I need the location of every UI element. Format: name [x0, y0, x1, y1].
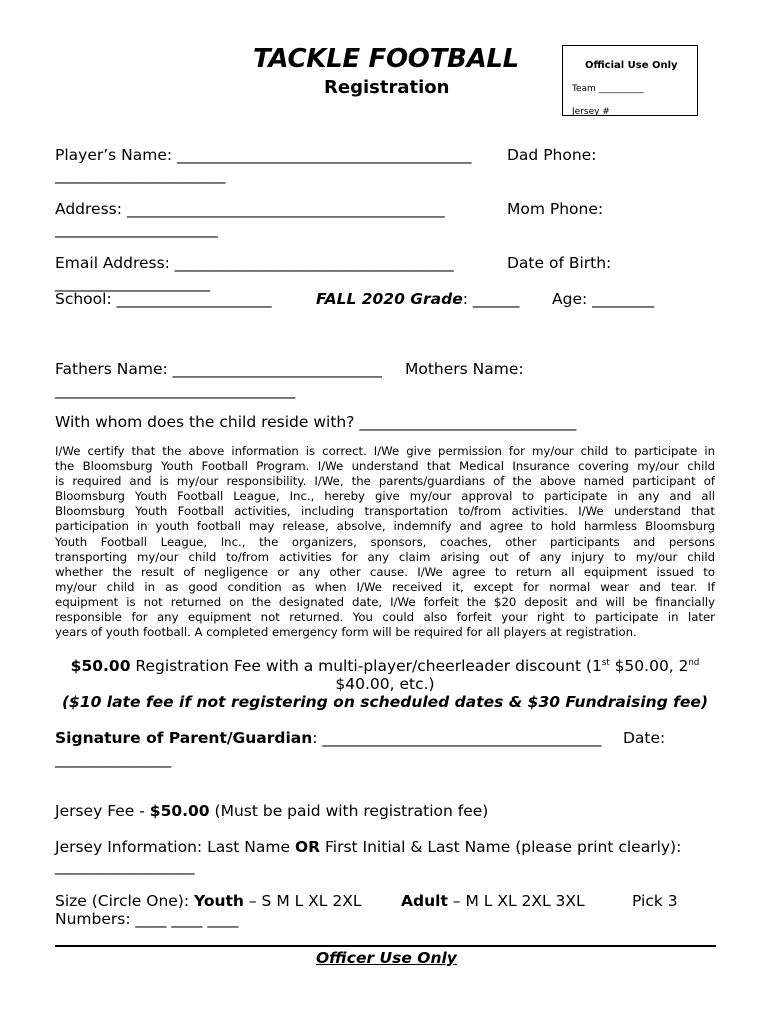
school-field[interactable]: School: ____________________ [55, 290, 272, 308]
signature-blank[interactable]: : ____________________________________ [312, 729, 602, 747]
legal-line: Bloomsburg Youth Football activities, including transportation to/from activities. I/We understand that [55, 504, 715, 519]
youth-sizes[interactable]: – S M L XL 2XL [243, 892, 362, 910]
player-name-continuation[interactable]: ______________________ [55, 166, 226, 184]
youth-label: Youth [194, 892, 244, 910]
jersey-fee-prefix: Jersey Fee - [55, 802, 150, 820]
fee-second-sup: nd [688, 657, 700, 668]
legal-line: years of youth football. A completed emergency form will be required for all players at registration. [55, 625, 637, 640]
late-fee-note: ($10 late fee if not registering on scheduled dates & $30 Fundraising fee) [61, 693, 709, 711]
address-continuation[interactable]: _____________________ [55, 220, 218, 238]
jersey-info-field[interactable] [55, 838, 681, 856]
dad-phone-field[interactable]: Dad Phone: [507, 146, 597, 164]
player-name-field[interactable]: Player’s Name: ______________________________________ [55, 146, 472, 164]
fee-first-sup: st [601, 657, 610, 668]
adult-size-selector[interactable] [401, 892, 585, 910]
signature-date-continuation[interactable]: _______________ [55, 750, 172, 768]
fee-text: Registration Fee with a multi-player/cheerleader discount (1 [130, 657, 602, 675]
legal-line: Bloomsburg Youth Football League, Inc., hereby give my/our approval to participate in any and all [55, 489, 715, 504]
jersey-info-prefix: Jersey Information: Last Name [55, 838, 295, 856]
email-continuation[interactable]: ____________________ [55, 274, 210, 292]
official-use-title: Official Use Only [585, 60, 678, 71]
jersey-fee-amount: $50.00 [149, 802, 210, 820]
fee-line-2: $40.00, etc.) [335, 675, 435, 693]
pick-numbers-label: Pick 3 [632, 892, 678, 910]
officer-use-heading: Officer Use Only [316, 949, 457, 967]
dob-field[interactable]: Date of Birth: [507, 254, 612, 272]
legal-line: whether the result of negligence or any other cause. I/We agree to return all equipment issued to [55, 564, 715, 579]
fee-mid: $50.00, 2 [609, 657, 689, 675]
grade-blank[interactable]: : ______ [462, 290, 520, 308]
age-field[interactable]: Age: ________ [552, 290, 655, 308]
legal-line: is required and is my/our responsibility. I/We, the parents/guardians of the above named participant of [55, 474, 715, 489]
legal-line: transporting my/our child to/from activities for any claim arising out of any injury to my/our child [55, 549, 715, 564]
email-field[interactable]: Email Address: ____________________________________ [55, 254, 454, 272]
grade-label: FALL 2020 Grade [316, 290, 463, 308]
jersey-fee [55, 802, 488, 820]
size-selector[interactable] [55, 892, 361, 910]
legal-line: participation in youth football may release, absolve, indemnify and agree to hold harmless Bloomsburg [55, 519, 715, 534]
reside-field[interactable]: With whom does the child reside with? ____________________________ [55, 413, 577, 431]
size-prefix: Size (Circle One): [55, 892, 195, 910]
legal-line: equipment is not returned on the designated date, I/We forfeit the $20 deposit and will be financially [55, 594, 715, 609]
fathers-name-field[interactable]: Fathers Name: ___________________________ [55, 360, 382, 378]
mothers-name-field[interactable]: Mothers Name: [405, 360, 524, 378]
jersey-fee-note: (Must be paid with registration fee) [209, 802, 489, 820]
adult-sizes[interactable]: – M L XL 2XL 3XL [447, 892, 585, 910]
official-team-field: Team __________ [572, 84, 644, 94]
jersey-info-suffix: First Initial & Last Name (please print clearly): [320, 838, 682, 856]
official-use-box [562, 45, 698, 116]
divider-rule [55, 945, 716, 947]
form-subtitle: Registration [324, 77, 450, 98]
fee-line-1 [55, 657, 715, 675]
jersey-info-or: OR [294, 838, 321, 856]
jersey-info-continuation[interactable]: __________________ [55, 857, 195, 875]
mom-phone-field[interactable]: Mom Phone: [507, 200, 604, 218]
signature-date-field[interactable]: Date: [623, 729, 666, 747]
legal-line: my/our child in as good condition as when I/We received it, except for normal wear and tear. If [55, 579, 715, 594]
fee-amount: $50.00 [70, 657, 131, 675]
legal-line: Youth Football League, Inc., the organizers, sponsors, coaches, other participants and persons [55, 534, 715, 549]
address-field[interactable]: Address: _________________________________________ [55, 200, 445, 218]
adult-label: Adult [401, 892, 448, 910]
legal-line: responsible for any equipment not returned. You could also forfeit your right to participate in later [55, 610, 715, 625]
legal-agreement [55, 444, 715, 640]
legal-line: the Bloomsburg Youth Football Program. I/We understand that Medical Insurance covering my/our child [55, 459, 715, 474]
official-jersey-field: Jersey # [572, 107, 610, 116]
signature-field[interactable] [55, 729, 601, 747]
mothers-name-continuation[interactable]: _______________________________ [55, 381, 296, 399]
signature-label: Signature of Parent/Guardian [55, 729, 313, 747]
form-title: TACKLE FOOTBALL [253, 44, 519, 74]
numbers-field[interactable]: Numbers: ____ ____ ____ [55, 910, 239, 928]
legal-line: I/We certify that the above information is correct. I/We give permission for my/our child to participate in [55, 444, 715, 458]
grade-field[interactable] [316, 290, 519, 308]
